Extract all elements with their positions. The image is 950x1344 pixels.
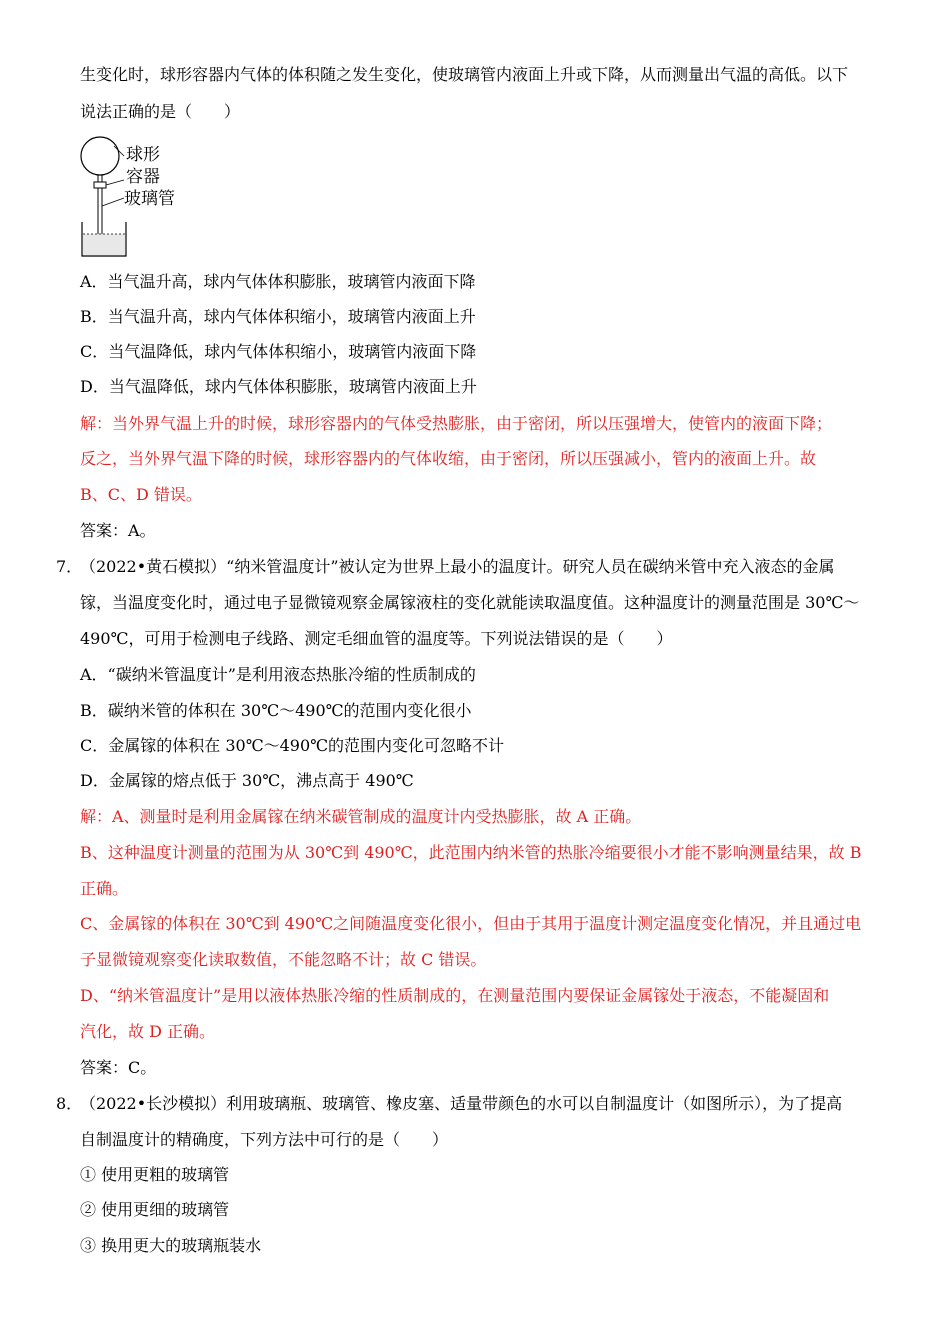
q6-answer: 答案：A。 xyxy=(80,521,156,540)
liquid-shape xyxy=(83,234,125,255)
q7-solution-line-2: B、这种温度计测量的范围为从 30℃到 490℃，此范围内纳米管的热胀冷缩要很小才能不影响测量结果，故 B xyxy=(80,843,862,862)
thermoscope-figure xyxy=(80,134,200,258)
q8-stem-line-1: （2022•长沙模拟）利用玻璃瓶、玻璃管、橡皮塞、适量带颜色的水可以自制温度计（如图所示），为了提高 xyxy=(80,1094,843,1113)
q8-stem-line-2: 自制温度计的精确度，下列方法中可行的是（ ） xyxy=(80,1130,449,1149)
q6-solution-line-3: B、C、D 错误。 xyxy=(80,485,202,504)
q6-option-b: B．当气温升高，球内气体体积缩小，玻璃管内液面上升 xyxy=(80,307,476,326)
stopper-shape xyxy=(94,182,106,188)
figure-label-container: 容器 xyxy=(126,167,160,187)
figure-label-spherical: 球形 xyxy=(126,145,160,165)
q7-option-c: C．金属镓的体积在 30℃～490℃的范围内变化可忽略不计 xyxy=(80,736,505,755)
q6-stem-line-2: 说法正确的是（ ） xyxy=(80,102,241,121)
q6-solution-line-1: 解：当外界气温上升的时候，球形容器内的气体受热膨胀，由于密闭，所以压强增大，使管内的液面下降； xyxy=(80,414,833,433)
q7-solution-line-1: 解：A、测量时是利用金属镓在纳米碳管制成的温度计内受热膨胀，故 A 正确。 xyxy=(80,807,642,826)
q6-stem-line-1: 生变化时，球形容器内气体的体积随之发生变化，使玻璃管内液面上升或下降，从而测量出气温的高低。以下 xyxy=(80,65,849,84)
q7-option-a: A．“碳纳米管温度计”是利用液态热胀冷缩的性质制成的 xyxy=(80,665,476,684)
q7-stem-line-2: 镓，当温度变化时，通过电子显微镜观察金属镓液柱的变化就能读取温度值。这种温度计的测量范围是 30℃～ xyxy=(80,593,860,612)
q8-item-3: ③ 换用更大的玻璃瓶装水 xyxy=(80,1236,262,1255)
q7-option-d: D．金属镓的熔点低于 30℃，沸点高于 490℃ xyxy=(80,771,414,790)
q8-number: 8． xyxy=(56,1094,83,1113)
q6-option-d: D．当气温降低，球内气体体积膨胀，玻璃管内液面上升 xyxy=(80,377,477,396)
q7-solution-line-4: C、金属镓的体积在 30℃到 490℃之间随温度变化很小，但由于其用于温度计测定温度变化情况，并且通过电 xyxy=(80,914,862,933)
spherical-container-shape xyxy=(81,137,119,175)
q7-stem-line-3: 490℃，可用于检测电子线路、测定毛细血管的温度等。下列说法错误的是（ ） xyxy=(80,629,673,648)
q7-option-b: B．碳纳米管的体积在 30℃～490℃的范围内变化很小 xyxy=(80,701,472,720)
figure-label-glass-tube: 玻璃管 xyxy=(124,189,175,209)
q7-solution-line-6: D、“纳米管温度计”是用以液体热胀冷缩的性质制成的，在测量范围内要保证金属镓处于液态，不能凝固和 xyxy=(80,986,830,1005)
q8-item-1: ① 使用更粗的玻璃管 xyxy=(80,1165,230,1184)
q7-answer: 答案：C。 xyxy=(80,1058,157,1077)
q8-item-2: ② 使用更细的玻璃管 xyxy=(80,1200,230,1219)
q6-solution-line-2: 反之，当外界气温下降的时候，球形容器内的气体收缩，由于密闭，所以压强减小，管内的液面上升。故 xyxy=(80,449,817,468)
q6-option-c: C．当气温降低，球内气体体积缩小，玻璃管内液面下降 xyxy=(80,342,477,361)
q7-solution-line-7: 汽化，故 D 正确。 xyxy=(80,1022,216,1041)
q6-option-a: A．当气温升高，球内气体体积膨胀，玻璃管内液面下降 xyxy=(80,272,476,291)
q7-solution-line-5: 子显微镜观察变化读取数值，不能忽略不计；故 C 错误。 xyxy=(80,950,487,969)
q7-solution-line-3: 正确。 xyxy=(80,879,129,898)
q7-number: 7． xyxy=(56,557,83,576)
q7-stem-line-1: （2022•黄石模拟）“纳米管温度计”被认定为世界上最小的温度计。研究人员在碳纳米管中充入液态的金属 xyxy=(80,557,835,576)
